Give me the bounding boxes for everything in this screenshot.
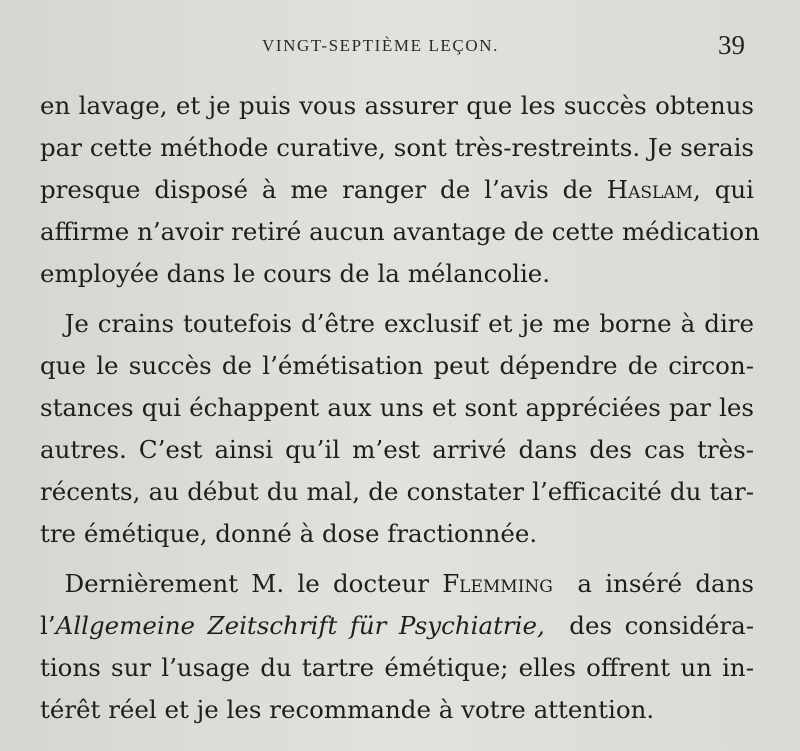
- text-line: [40, 647, 754, 689]
- text-segment: presque disposé à me ranger de l’avis de: [40, 175, 607, 204]
- running-title: VINGT-SEPTIÈME LEÇON.: [262, 36, 499, 55]
- author-name: Flemming: [442, 569, 553, 598]
- text-segment: récents, au début du mal, de constater l’efficacité du tar-: [40, 477, 754, 506]
- journal-title: Allgemeine Zeitschrift für Psychiatrie,: [55, 611, 545, 640]
- text-segment: par cette méthode curative, sont très-restreints. Je serais: [40, 133, 754, 162]
- text-line: [40, 429, 754, 471]
- text-segment: autres. C’est ainsi qu’il m’est arrivé dans des cas très-: [40, 435, 754, 464]
- text-line: [40, 471, 754, 513]
- text-line: [40, 303, 754, 345]
- text-line: [40, 513, 754, 555]
- text-segment: tions sur l’usage du tartre émétique; elles offrent un in-: [40, 653, 754, 682]
- text-segment: que le succès de l’émétisation peut dépendre de circon-: [40, 351, 754, 380]
- text-segment: tre émétique, donné à dose fractionnée.: [40, 519, 538, 548]
- text-line: [40, 127, 754, 169]
- text-line: [40, 387, 754, 429]
- text-line: [40, 169, 754, 211]
- paragraph: [40, 563, 754, 731]
- text-segment: stances qui échappent aux uns et sont appréciées par les: [40, 393, 754, 422]
- text-segment: en lavage, et je puis vous assurer que les succès obtenus: [40, 91, 754, 120]
- page-number: 39: [718, 30, 745, 60]
- text-line: [40, 253, 754, 295]
- paragraph: [40, 85, 760, 295]
- text-segment: Je crains toutefois d’être exclusif et je me borne à dire: [40, 309, 754, 338]
- paragraph-gap: [40, 555, 754, 563]
- text-line: [40, 689, 754, 731]
- text-segment: térêt réel et je les recommande à votre attention.: [40, 695, 655, 724]
- author-name: Haslam: [606, 175, 693, 204]
- text-segment: affirme n’avoir retiré aucun avantage de cette médication: [40, 217, 760, 246]
- text-line: [40, 563, 754, 605]
- text-line: [40, 211, 760, 253]
- text-segment: , qui: [692, 175, 754, 204]
- text-segment: l’: [40, 611, 56, 640]
- body-text: [40, 85, 760, 731]
- text-segment: a inséré dans: [552, 569, 754, 598]
- paragraph-gap: [40, 295, 754, 303]
- paragraph: [40, 303, 754, 555]
- text-segment: des considéra-: [544, 611, 755, 640]
- text-segment: Dernièrement M. le docteur: [40, 569, 443, 598]
- text-segment: employée dans le cours de la mélancolie.: [40, 259, 551, 288]
- text-line: [40, 345, 754, 387]
- text-line: [40, 85, 754, 127]
- text-line: [40, 605, 754, 647]
